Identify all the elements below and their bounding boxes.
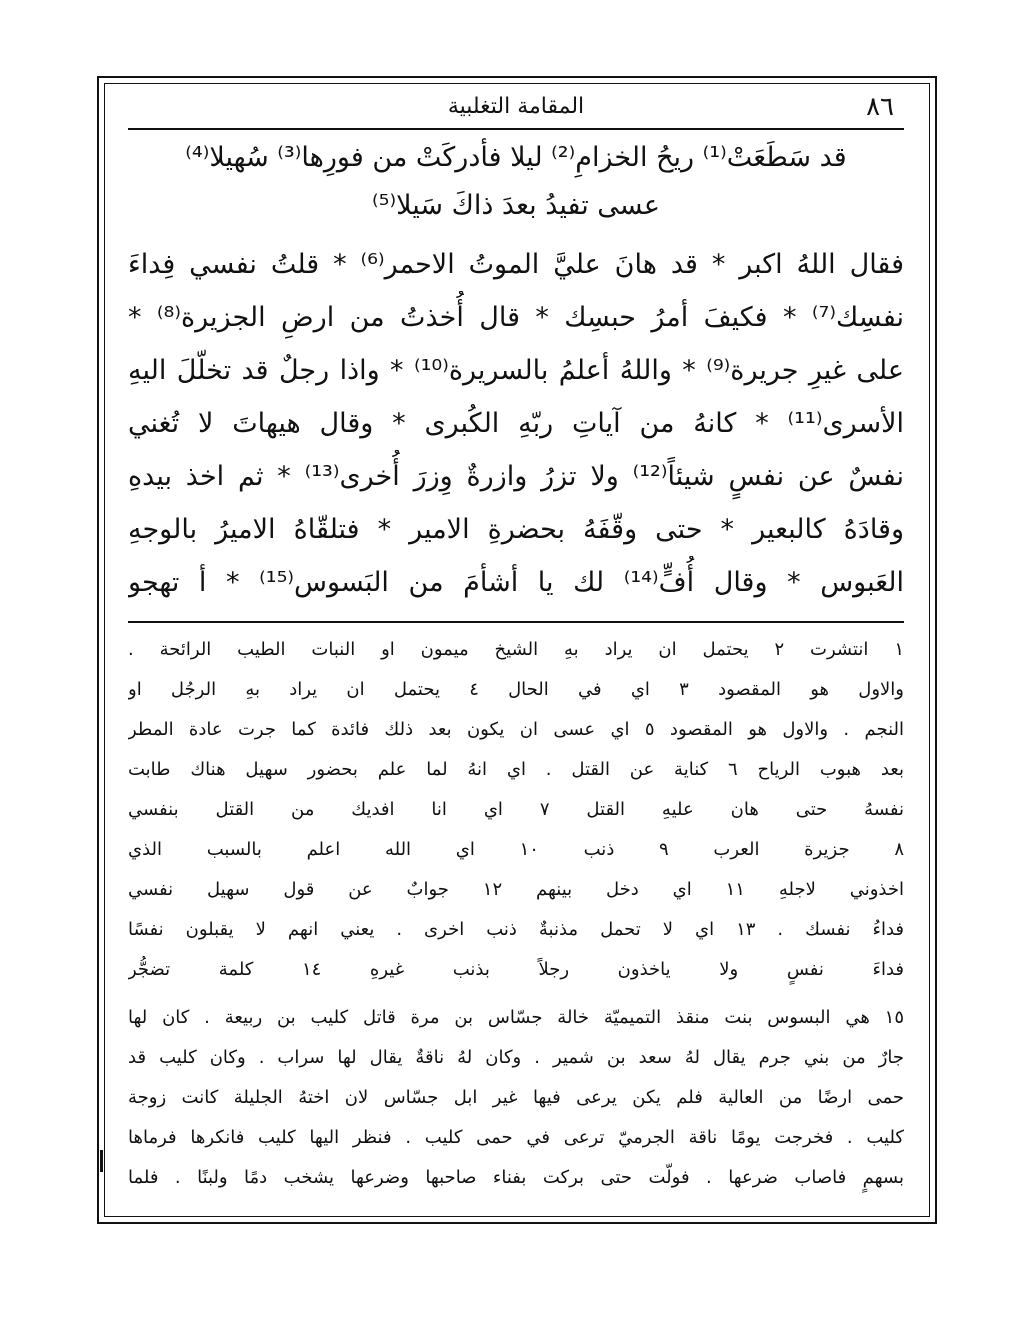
- margin-mark: [100, 1150, 103, 1172]
- page-number: ٨٦: [866, 92, 894, 122]
- footnote-line: بعد هبوب الرياح ٦ كناية عن القتل . اي انهُ لما علم بحضور سهيل هناك طابت: [128, 759, 904, 780]
- footnote-15-line: جارٌ من بني جرم يقال لهُ سعد بن شمير . وكان لهُ ناقةٌ يقال لها سراب . وكان كليب قد: [128, 1047, 904, 1068]
- verse-line: عسى تفيدُ بعدَ ذاكَ سَيلا⁽⁵⁾: [372, 190, 660, 221]
- footnote-line: ٨ جزيرة العرب ٩ ذنب ١٠ اي الله اعلم بالسبب الذي: [128, 839, 904, 860]
- prose-line: على غيرِ جريرة⁽⁹⁾ * واللهُ أعلمُ بالسريرة⁽¹⁰⁾ * واذا رجلٌ قد تخلّلَ اليهِ: [128, 355, 904, 386]
- footnotes: [128, 630, 904, 994]
- verse-line: قد سَطَعَتْ⁽¹⁾ ريحُ الخزامِ⁽²⁾ ليلا فأدركَتْ من فورِها⁽³⁾ سُهيلا⁽⁴⁾: [185, 142, 847, 173]
- page-header: [128, 90, 904, 126]
- footnote-line: فداءَ نفسٍ ولا ياخذون رجلاً بذنب غيرهِ ١٤ كلمة تضجُّر: [128, 959, 904, 980]
- footnote-rule: [128, 621, 904, 623]
- footnote-15-line: بسهمٍ فاصاب ضرعها . فولّت حتى بركت بفناء صاحبها وضرعها يشخب دمًا ولبنًا . فلما: [128, 1167, 904, 1188]
- footnote-line: اخذوني لاجلهِ ١١ اي دخل بينهم ١٢ جوابٌ عن قول سهيل نفسي: [128, 879, 904, 900]
- prose-line: نفسٌ عن نفسٍ شيئاً⁽¹²⁾ ولا تزرُ وازرةٌ وِزرَ أُخرى⁽¹³⁾ * ثم اخذ بيدهِ: [128, 461, 904, 492]
- footnote-15-line: حمى ارضًا من العالية فلم يكن يرعى فيها غير ابل جسّاس لان اختهُ الجليلة كانت زوجة: [128, 1087, 904, 1108]
- footnote-line: فداءُ نفسك . ١٣ اي لا تحمل مذنبةٌ ذنب اخرى . يعني انهم لا يقبلون نفسًا: [128, 919, 904, 940]
- prose-block: [128, 238, 904, 609]
- prose-line: نفسِك⁽⁷⁾ * فكيفَ أمرُ حبسِك * قال أُخذتُ من ارضِ الجزيرة⁽⁸⁾ *: [128, 302, 904, 333]
- running-title: المقامة التغلبية: [447, 94, 585, 119]
- footnote-line: النجم . والاول هو المقصود ٥ اي عسى ان يكون بعد ذلك فائدة كما جرت عادة المطر: [128, 719, 904, 740]
- main-text: [128, 134, 904, 614]
- prose-line: وقادَهُ كالبعير * حتى وقّفَهُ بحضرةِ الامير * فتلقّاهُ الاميرُ بالوجهِ: [128, 514, 904, 545]
- footnote-15-line: ١٥ هي البسوس بنت منقذ التميميّة خالة جسّاس بن مرة قاتل كليب بن ربيعة . كان لها: [128, 1007, 904, 1028]
- footnote-line: والاول هو المقصود ٣ اي في الحال ٤ يحتمل ان يراد بهِ الرجُل او: [128, 679, 904, 700]
- footnote-line: ١ انتشرت ٢ يحتمل ان يراد بهِ الشيخ ميمون او النبات الطيب الرائحة .: [128, 639, 904, 660]
- prose-line: فقال اللهُ اكبر * قد هانَ عليَّ الموتُ الاحمر⁽⁶⁾ * قلتُ نفسي فِداءَ: [128, 249, 904, 280]
- prose-line: الأسرى⁽¹¹⁾ * كانهُ من آياتِ ربّهِ الكُبرى * وقال هيهاتَ لا تُغني: [128, 408, 904, 439]
- footnote-15-line: كليب . فخرجت يومًا ناقة الجرميّ ترعى في حمى كليب . فنظر اليها كليب فانكرها فرماها: [128, 1127, 904, 1148]
- header-rule: [128, 128, 904, 130]
- footnote-line: نفسهُ حتى هان عليهِ القتل ٧ اي انا افديك من القتل بنفسي: [128, 799, 904, 820]
- prose-line: العَبوس * وقال أُفٍّ⁽¹⁴⁾ لك يا أشأمَ من البَسوس⁽¹⁵⁾ * أ تهجو: [128, 567, 904, 598]
- footnote-15: [128, 998, 904, 1198]
